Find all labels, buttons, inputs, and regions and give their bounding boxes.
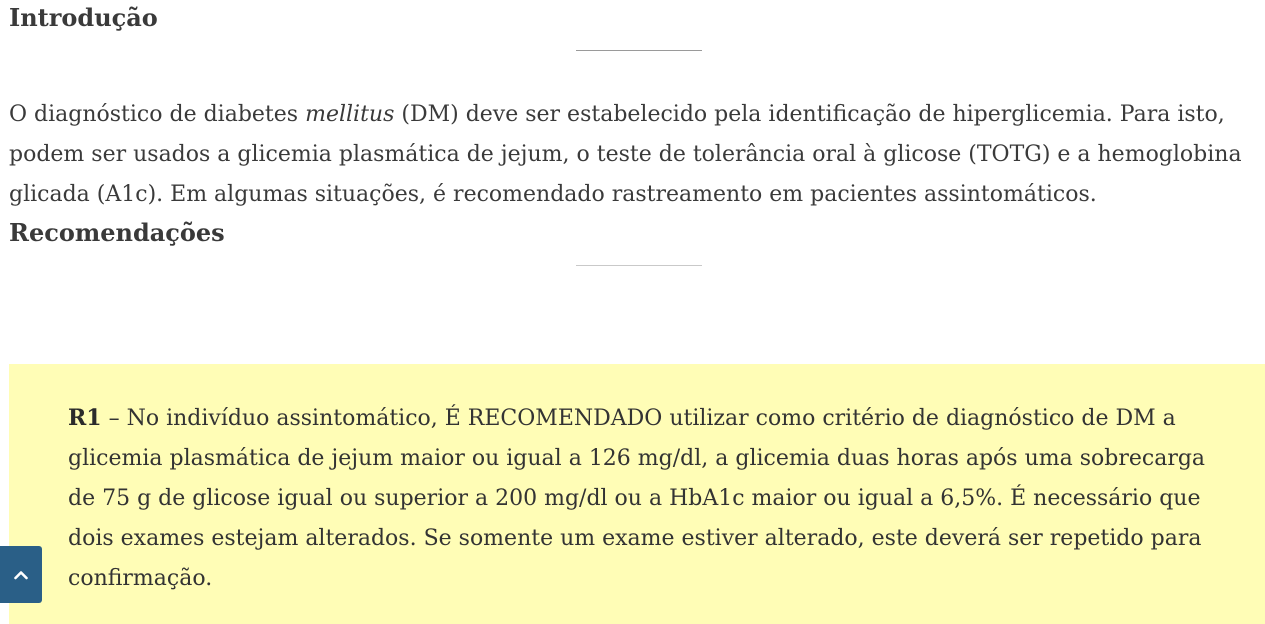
recommendation-label: R1: [68, 405, 102, 431]
intro-heading: Introdução: [9, 3, 158, 32]
recommendations-divider: [576, 265, 702, 266]
scroll-to-top-button[interactable]: [0, 546, 42, 603]
chevron-up-icon: [14, 570, 28, 580]
article-content: [9, 0, 1265, 266]
recommendations-heading: Recomendações: [9, 218, 225, 247]
recommendation-text: – No indivíduo assintomático, É RECOMENDADO utilizar como critério de diagnóstico de DM a glicemia plasmática de jejum maior ou igual a 126 mg/dl, a glicemia duas horas após uma sobrecarga de 75 g de glicose igual ou superior a 200 mg/dl ou a HbA1c maior ou igual a 6,5%. É necessário que dois exames estejam alterados. Se somente um exame estiver alterado, este deverá ser repetido para confirmação.: [68, 406, 1206, 591]
intro-text-end: (DM) deve ser estabelecido pela identificação de hiperglicemia. Para isto, podem ser usados a glicemia plasmática de jejum, o teste de tolerância oral à glicose (TOTG) e a hemoglobina glicada (A1c). Em algumas situações, é recomendado rastreamento em pacientes assintomáticos.: [9, 102, 1242, 207]
recommendation-r1: [68, 398, 1218, 599]
intro-italic-term: mellitus: [305, 102, 395, 127]
intro-paragraph: [9, 95, 1259, 215]
intro-divider: [576, 50, 702, 51]
intro-text-start: O diagnóstico de diabetes: [9, 102, 306, 127]
recommendation-box: [9, 364, 1265, 624]
